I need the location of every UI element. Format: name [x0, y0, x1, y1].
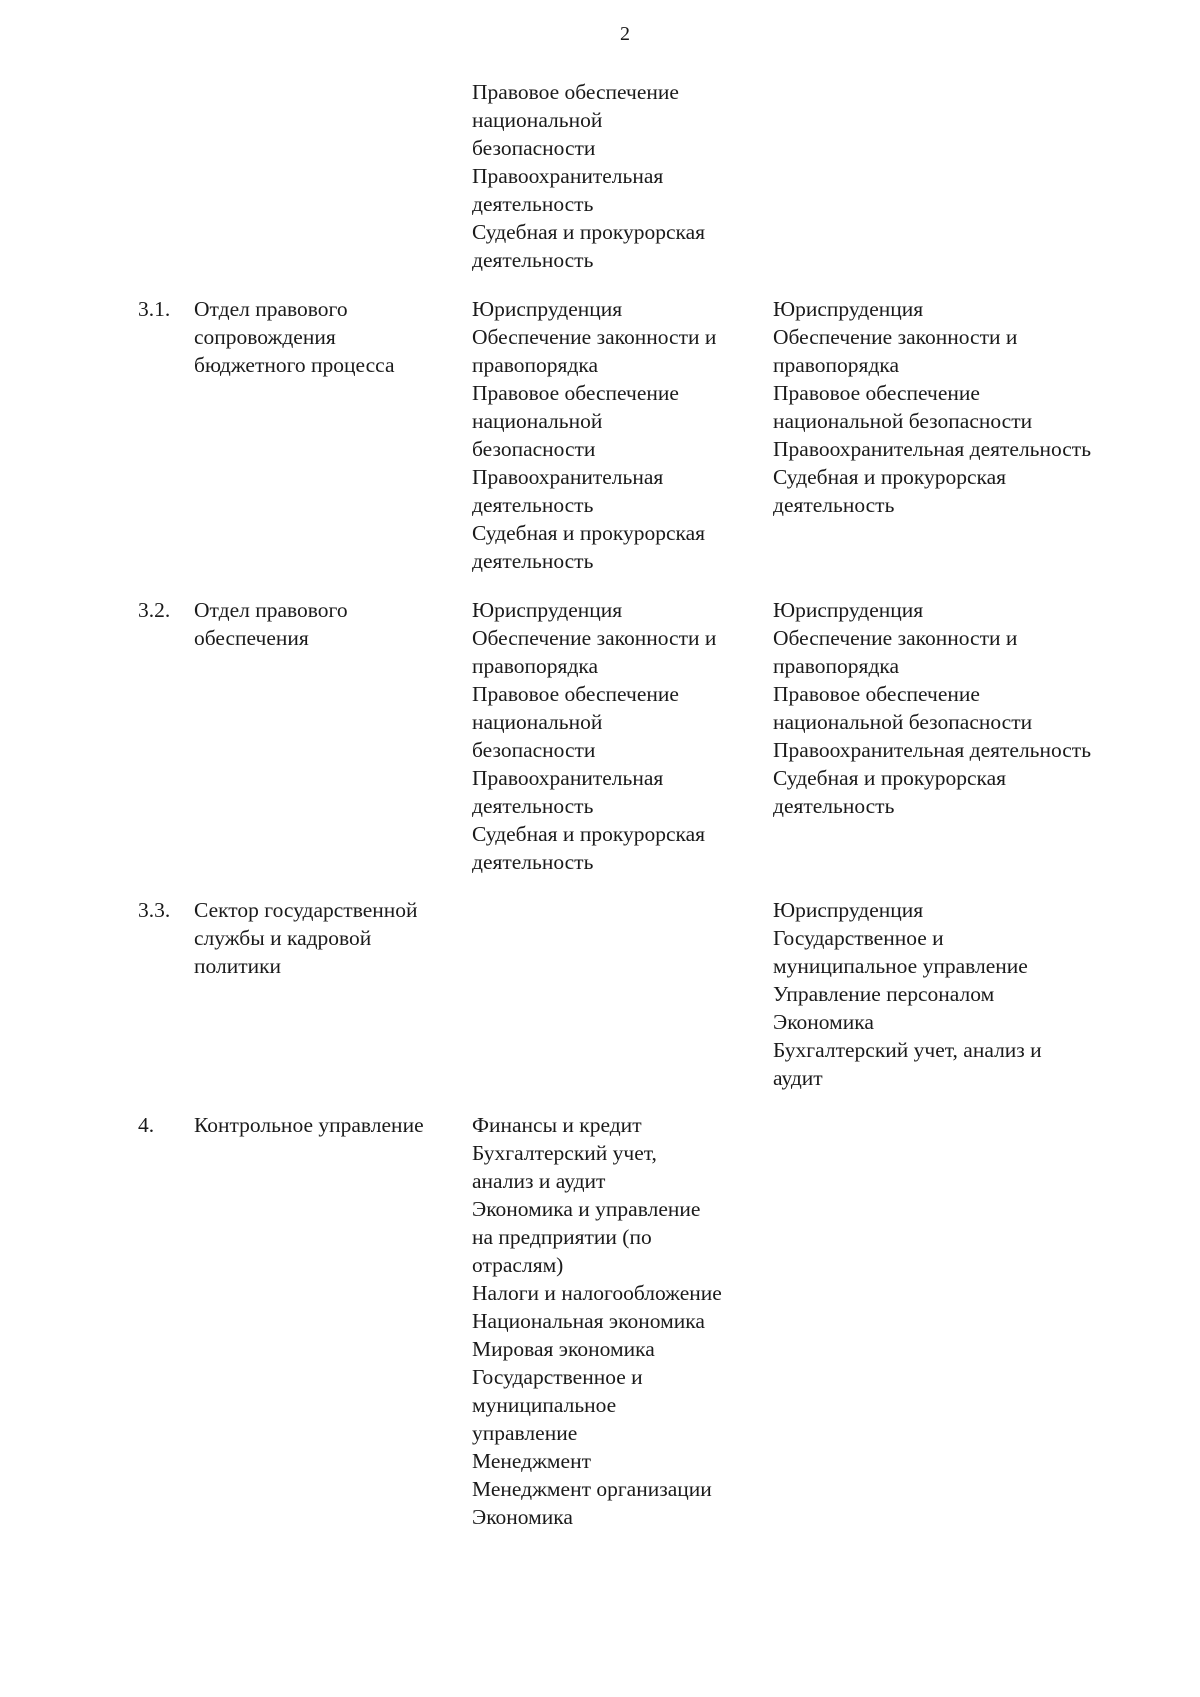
text-line: отраслям) [472, 1253, 564, 1277]
row-number: 3.3. [138, 898, 171, 922]
text-line: Мировая экономика [472, 1337, 655, 1361]
text-line: анализ и аудит [472, 1169, 606, 1193]
text-line: безопасности [472, 738, 596, 762]
text-line: Бухгалтерский учет, анализ и [773, 1038, 1042, 1062]
text-line: Судебная и прокурорская [773, 766, 1007, 790]
text-line: деятельность [472, 794, 594, 818]
text-line: Отдел правового [194, 598, 348, 622]
text-line: Судебная и прокурорская [472, 521, 706, 545]
text-line: Менеджмент организации [472, 1477, 712, 1501]
text-line: обеспечения [194, 626, 309, 650]
text-line: Судебная и прокурорская [472, 822, 706, 846]
text-line: Правоохранительная деятельность [773, 738, 1092, 762]
text-line: Юриспруденция [472, 598, 623, 622]
text-line: Государственное и [472, 1365, 643, 1389]
department-name [194, 896, 464, 980]
row-number: 3.1. [138, 297, 171, 321]
text-line: Юриспруденция [773, 898, 924, 922]
text-line: политики [194, 954, 282, 978]
text-line: бюджетного процесса [194, 353, 395, 377]
text-line: Налоги и налогообложение [472, 1281, 722, 1305]
text-line: на предприятии (по [472, 1225, 652, 1249]
specialties-column-1 [472, 1111, 772, 1531]
text-line: службы и кадровой [194, 926, 372, 950]
text-line: деятельность [472, 493, 594, 517]
text-line: управление [472, 1421, 578, 1445]
text-line: муниципальное управление [773, 954, 1028, 978]
text-line: деятельность [472, 850, 594, 874]
text-line: безопасности [472, 136, 596, 160]
text-line: правопорядка [472, 654, 599, 678]
text-line: Судебная и прокурорская [773, 465, 1007, 489]
text-line: Государственное и [773, 926, 944, 950]
text-line: Правоохранительная [472, 465, 664, 489]
text-line: деятельность [773, 493, 895, 517]
text-line: Бухгалтерский учет, [472, 1141, 657, 1165]
text-line: Экономика и управление [472, 1197, 701, 1221]
text-line: Правовое обеспечение [472, 80, 679, 104]
text-line: Отдел правового [194, 297, 348, 321]
text-line: Экономика [773, 1010, 874, 1034]
text-line: национальной безопасности [773, 710, 1033, 734]
text-line: Правовое обеспечение [472, 682, 679, 706]
text-line: правопорядка [472, 353, 599, 377]
row-number: 4. [138, 1113, 155, 1137]
text-line: Обеспечение законности и [773, 626, 1018, 650]
specialties-column-1 [472, 596, 772, 876]
text-line: национальной [472, 710, 603, 734]
department-name [194, 295, 464, 379]
text-line: Управление персоналом [773, 982, 995, 1006]
text-line: безопасности [472, 437, 596, 461]
text-line: национальной безопасности [773, 409, 1033, 433]
text-line: деятельность [472, 549, 594, 573]
row-number: 3.2. [138, 598, 171, 622]
text-line: Юриспруденция [773, 297, 924, 321]
text-line: деятельность [773, 794, 895, 818]
text-line: Сектор государственной [194, 898, 418, 922]
text-line: Контрольное управление [194, 1113, 424, 1137]
specialties-column-2 [773, 896, 1193, 1092]
department-name [194, 596, 464, 652]
text-line: Финансы и кредит [472, 1113, 642, 1137]
text-line: муниципальное [472, 1393, 617, 1417]
text-line: Обеспечение законности и [472, 325, 717, 349]
text-line: деятельность [472, 248, 594, 272]
text-line: Обеспечение законности и [472, 626, 717, 650]
specialties-column-1 [472, 295, 772, 575]
text-line: правопорядка [773, 654, 900, 678]
text-line: Экономика [472, 1505, 573, 1529]
department-name [194, 1111, 464, 1139]
text-line: национальной [472, 108, 603, 132]
text-line: деятельность [472, 192, 594, 216]
page-number: 2 [620, 23, 630, 45]
text-line: Юриспруденция [773, 598, 924, 622]
text-line: национальной [472, 409, 603, 433]
text-line: сопровождения [194, 325, 336, 349]
specialties-column-2 [773, 295, 1193, 519]
text-line: Национальная экономика [472, 1309, 705, 1333]
text-line: правопорядка [773, 353, 900, 377]
text-line: Судебная и прокурорская [472, 220, 706, 244]
text-line: Правоохранительная [472, 766, 664, 790]
specialties-column-2 [773, 596, 1193, 820]
text-line: Правоохранительная деятельность [773, 437, 1092, 461]
text-line: Правоохранительная [472, 164, 664, 188]
text-line: Правовое обеспечение [773, 381, 980, 405]
text-line: Правовое обеспечение [773, 682, 980, 706]
text-line: Юриспруденция [472, 297, 623, 321]
text-line: Менеджмент [472, 1449, 591, 1473]
specialties-column-1 [472, 78, 772, 274]
text-line: Правовое обеспечение [472, 381, 679, 405]
text-line: аудит [773, 1066, 823, 1090]
text-line: Обеспечение законности и [773, 325, 1018, 349]
